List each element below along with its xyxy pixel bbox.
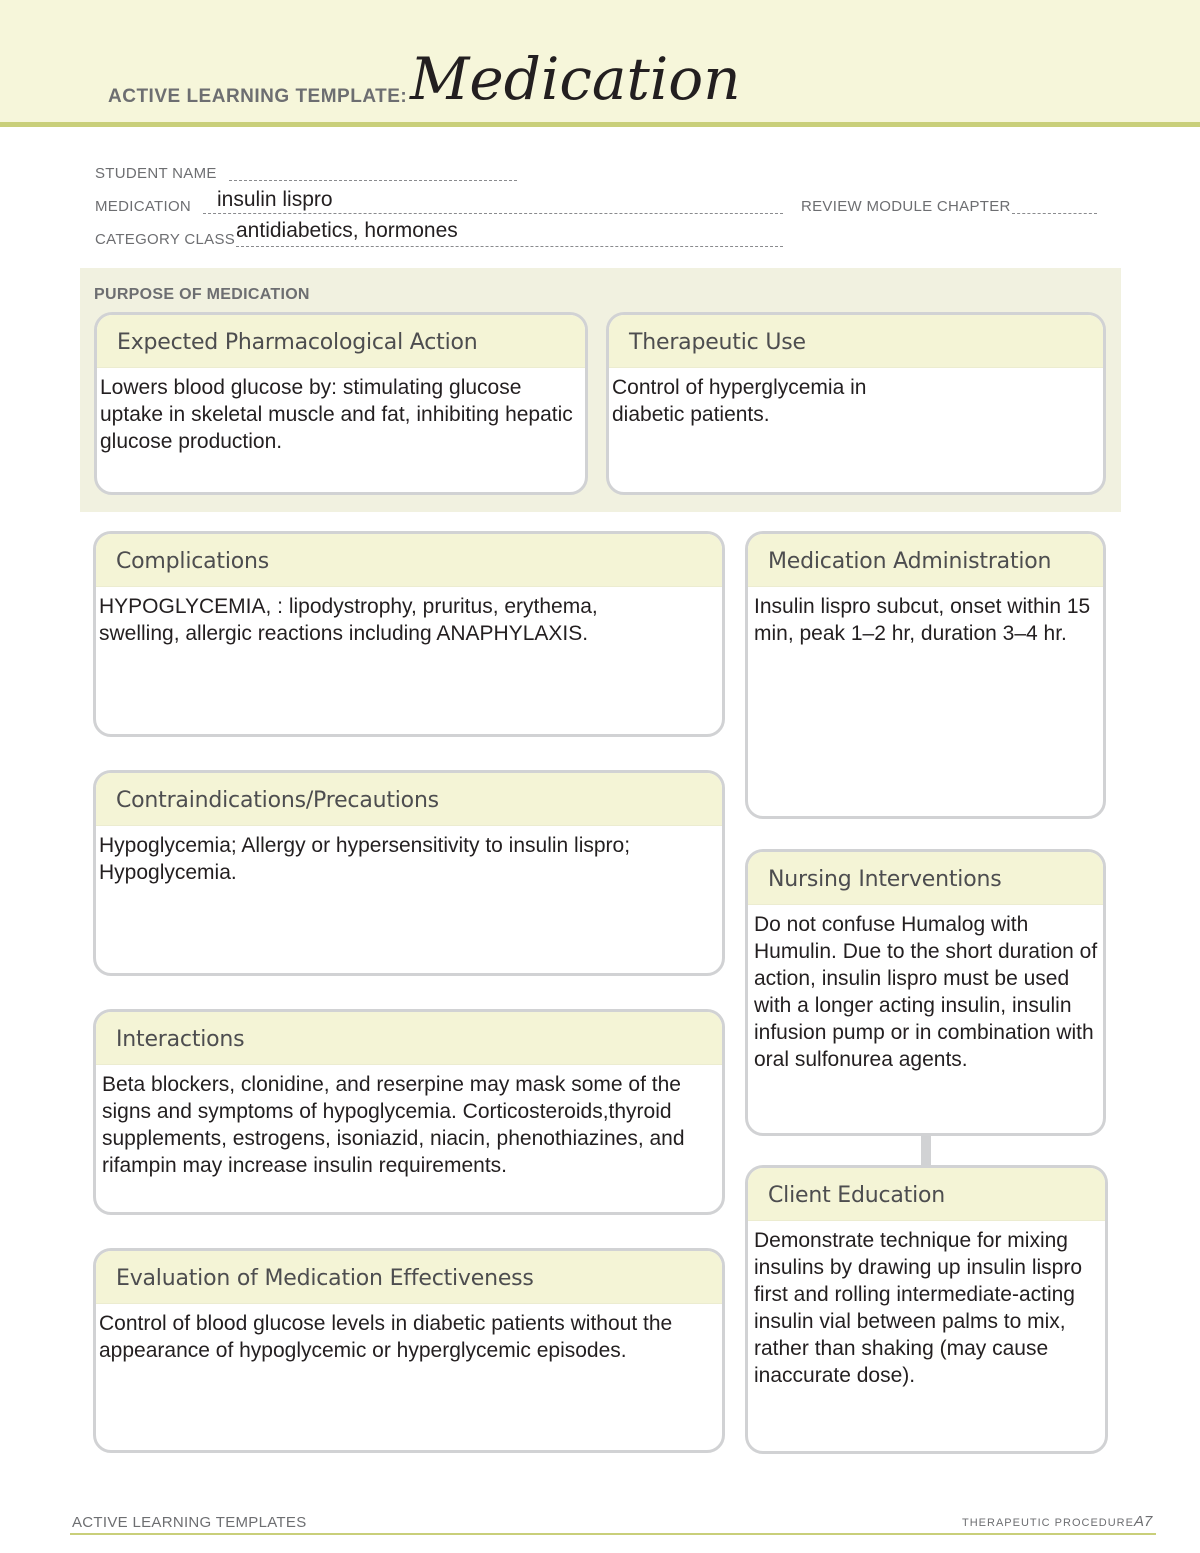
student-name-row: [95, 165, 217, 182]
category-class-field[interactable]: [236, 246, 783, 247]
student-name-label: STUDENT NAME: [95, 165, 217, 182]
nursing-interventions-box: [745, 849, 1106, 1136]
complications-box: [93, 531, 725, 737]
nursing-interventions-title: Nursing Interventions: [748, 852, 1103, 905]
expected-action-text: Lowers blood glucose by: stimulating glucose uptake in skeletal muscle and fat, inhibiting hepatic glucose production.: [100, 376, 573, 453]
contraindications-title: Contraindications/Precautions: [96, 773, 722, 826]
complications-title: Complications: [96, 534, 722, 587]
page-number: A7: [1134, 1513, 1153, 1530]
therapeutic-use-title: Therapeutic Use: [609, 315, 1103, 368]
evaluation-box: [93, 1248, 725, 1453]
student-name-field[interactable]: [229, 180, 517, 181]
nursing-interventions-text: Do not confuse Humalog with Humulin. Due to the short duration of action, insulin lispro must be used with a longer acting insulin, insulin infusion pump or in combination with oral sulfonurea agents.: [754, 913, 1098, 1071]
medication-administration-title: Medication Administration: [748, 534, 1103, 587]
therapeutic-use-text: Control of hyperglycemia in diabetic patients.: [612, 376, 867, 426]
template-label: ACTIVE LEARNING TEMPLATE:: [108, 86, 408, 107]
medication-administration-text: Insulin lispro subcut, onset within 15 min, peak 1–2 hr, duration 3–4 hr.: [754, 595, 1091, 645]
medication-value: insulin lispro: [217, 188, 333, 211]
interactions-text: Beta blockers, clonidine, and reserpine may mask some of the signs and symptoms of hypoglycemia. Corticosteroids,thyroid supplements, estrogens, isoniazid, niacin, phenothiazines, and rifampin may increase insulin requirements.: [102, 1073, 685, 1177]
medication-row: [95, 198, 191, 215]
client-education-title: Client Education: [748, 1168, 1105, 1221]
category-class-value: antidiabetics, hormones: [236, 219, 458, 242]
expected-action-title: Expected Pharmacological Action: [97, 315, 585, 368]
box-connector: [921, 1134, 931, 1166]
interactions-box: [93, 1009, 725, 1215]
category-class-label: CATEGORY CLASS: [95, 231, 236, 248]
review-module-field[interactable]: [1012, 213, 1097, 214]
interactions-title: Interactions: [96, 1012, 722, 1065]
review-module-label: REVIEW MODULE CHAPTER: [801, 198, 1011, 215]
header-rule: [0, 122, 1200, 127]
category-class-row: [95, 231, 235, 248]
contraindications-text: Hypoglycemia; Allergy or hypersensitivity to insulin lispro; Hypoglycemia.: [99, 834, 631, 884]
contraindications-box: [93, 770, 725, 976]
review-module-row: [801, 198, 1011, 215]
medication-label: MEDICATION: [95, 198, 192, 215]
expected-action-box: [94, 312, 588, 495]
therapeutic-use-box: [606, 312, 1106, 495]
evaluation-text: Control of blood glucose levels in diabetic patients without the appearance of hypoglycemic or hyperglycemic episodes.: [99, 1312, 673, 1362]
purpose-heading: PURPOSE OF MEDICATION: [94, 286, 310, 303]
footer-right-label: THERAPEUTIC PROCEDURE: [962, 1517, 1134, 1529]
client-education-text: Demonstrate technique for mixing insulins by drawing up insulin lispro first and rolling intermediate-acting insulin vial between palms to mix, rather than shaking (may cause inaccurate dose).: [754, 1229, 1083, 1387]
medication-administration-box: [745, 531, 1106, 819]
footer-rule: [70, 1533, 1156, 1535]
footer-left-label: ACTIVE LEARNING TEMPLATES: [72, 1514, 307, 1531]
medication-field[interactable]: [203, 213, 783, 214]
complications-text: HYPOGLYCEMIA, : lipodystrophy, pruritus, erythema, swelling, allergic reactions including ANAPHYLAXIS.: [99, 595, 598, 645]
template-title: Medication: [410, 45, 741, 113]
evaluation-title: Evaluation of Medication Effectiveness: [96, 1251, 722, 1304]
client-education-box: [745, 1165, 1108, 1454]
